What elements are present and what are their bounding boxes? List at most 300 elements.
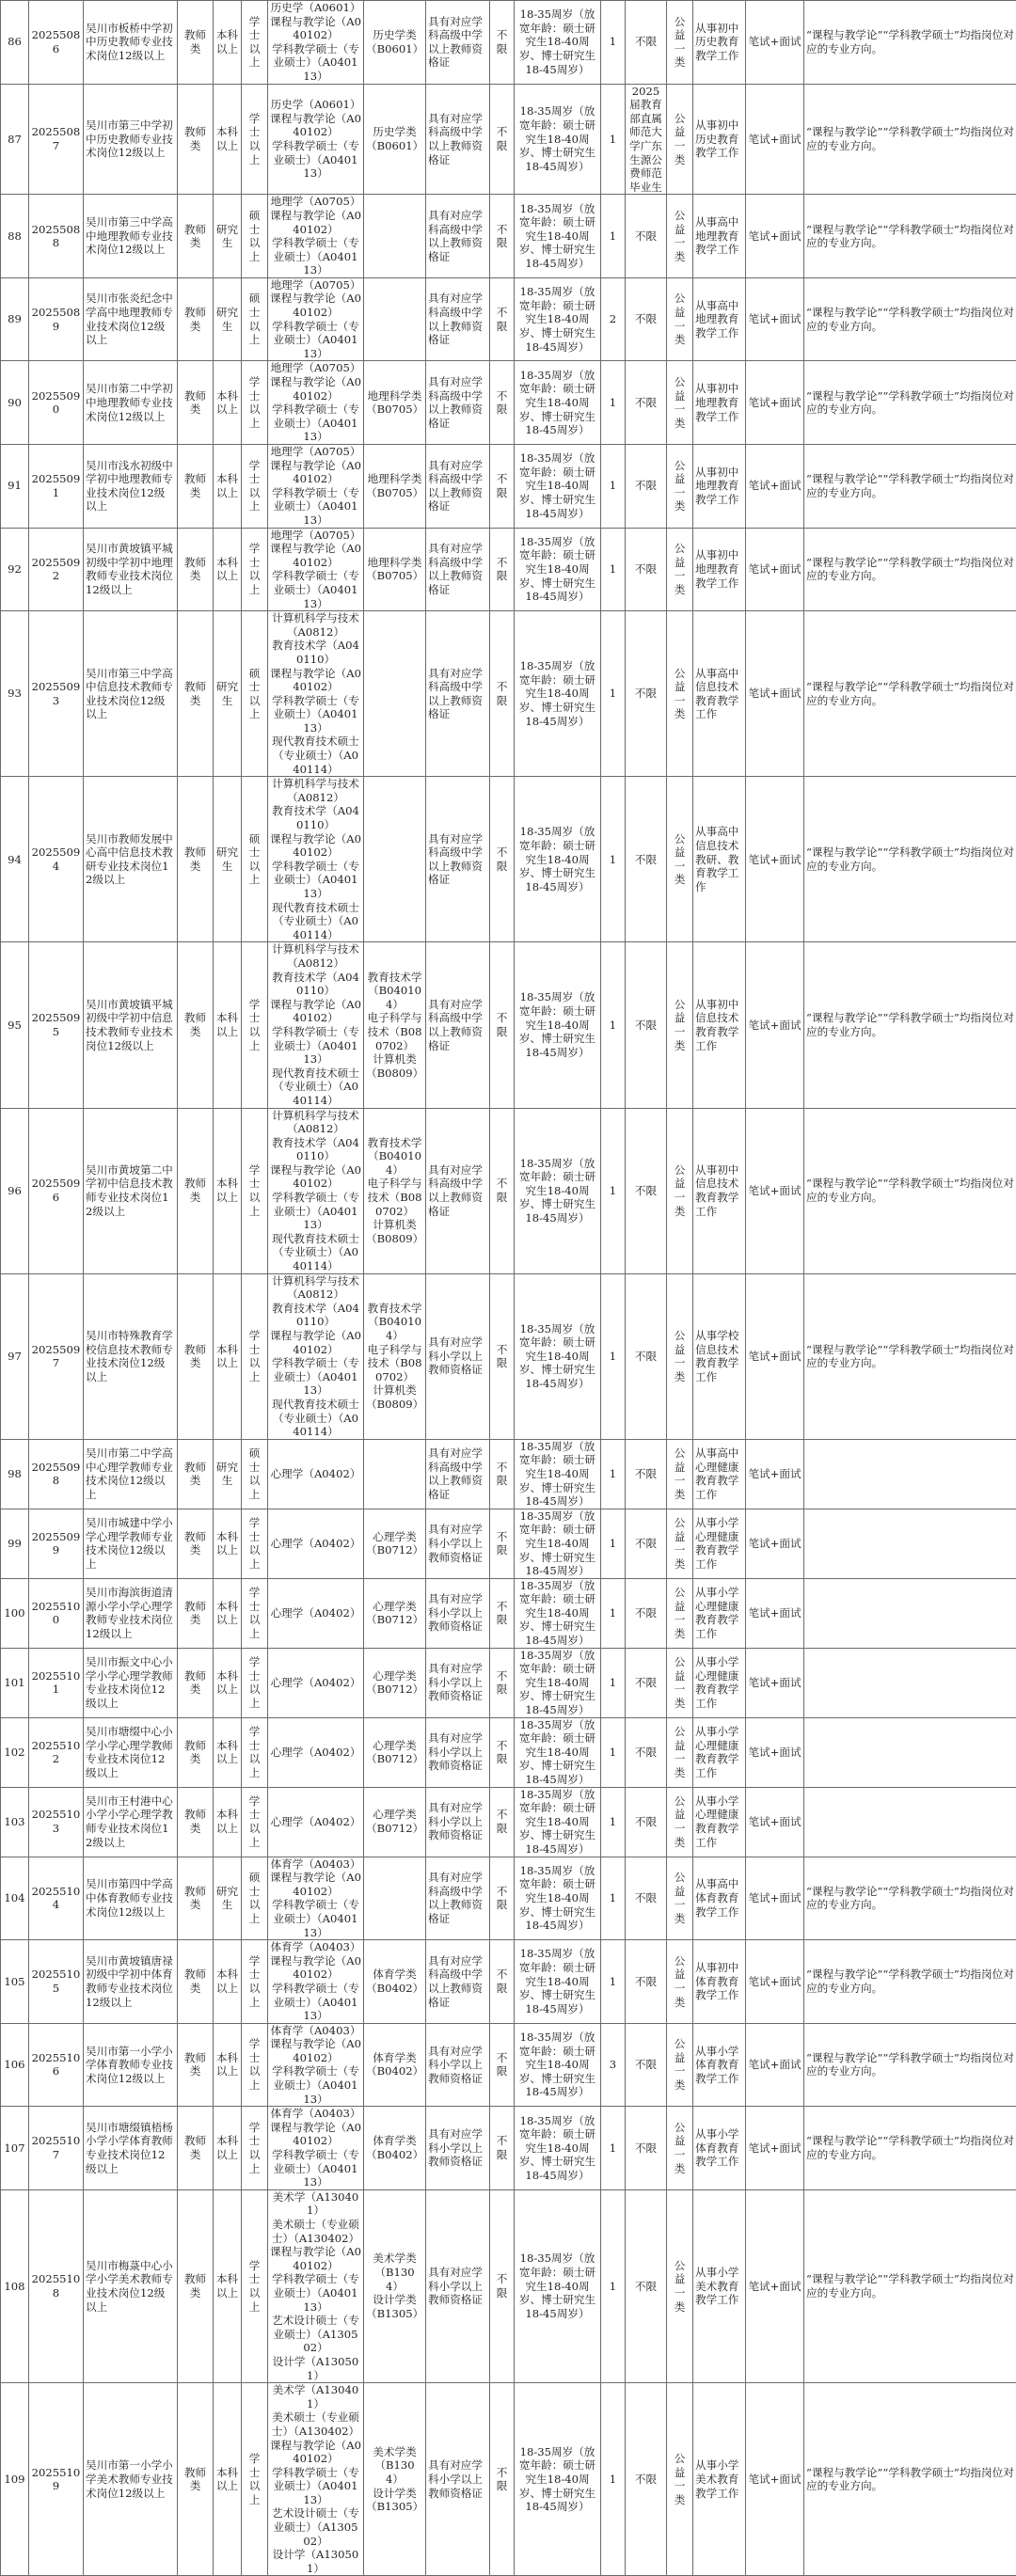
serial-cell: 86 [1,1,29,85]
serial-cell: 95 [1,942,29,1108]
postgrad-major-cell: 体育学（A0403） 课程与教学论（A040102） 学科教学硕士（专业硕士）（A040113） [268,2107,364,2190]
age-requirement-cell: 18-35周岁（放宽年龄：硕士研究生18-40周岁、博士研究生18-45周岁） [515,2383,601,2576]
exam-method-cell: 笔试+面试 [746,528,804,611]
serial-cell: 107 [1,2107,29,2190]
serial-cell: 89 [1,277,29,361]
exam-method-cell: 笔试+面试 [746,1509,804,1578]
undergrad-major-cell: 美术学类（B1304） 设计学类（B1305） [364,2189,426,2382]
undergrad-major-cell: 历史学类（B0601） [364,84,426,195]
source-cell: 不限 [626,195,667,278]
duty-cell: 从事高中信息技术教育教学工作 [693,611,746,777]
post-name-cell: 吴川市浅水初级中学初中地理教师专业技术岗位12级以上 [84,445,178,529]
source-cell: 不限 [626,1578,667,1648]
remark-cell: “课程与教学论”“学科教学硕士”均指岗位对应的专业方向。 [804,361,1016,445]
education-cell: 本科以上 [214,84,242,195]
headcount-cell: 1 [601,1273,626,1439]
duty-cell: 从事初中地理教育教学工作 [693,445,746,529]
political-status-cell: 不限 [490,942,515,1108]
post-code-cell: 20255104 [29,1857,84,1940]
unit-type-cell: 公益一类 [667,361,693,445]
education-cell: 本科以上 [214,1717,242,1787]
unit-type-cell: 公益一类 [667,1439,693,1509]
table-row [1,942,1016,1108]
certificate-cell: 具有对应学科高级中学以上教师资格证 [426,277,490,361]
exam-method-cell: 笔试+面试 [746,2107,804,2190]
category-cell: 教师类 [178,445,214,529]
category-cell: 教师类 [178,1273,214,1439]
certificate-cell: 具有对应学科小学以上教师资格证 [426,1273,490,1439]
post-name-cell: 吴川市黄坡镇平城初级中学初中信息技术教师专业技术岗位12级以上 [84,942,178,1108]
category-cell: 教师类 [178,1509,214,1578]
table-row [1,2023,1016,2107]
undergrad-major-cell: 教育技术学（B040104） 电子科学与技术（B080702） 计算机类（B0809） [364,942,426,1108]
remark-cell: “课程与教学论”“学科教学硕士”均指岗位对应的专业方向。 [804,277,1016,361]
degree-cell: 学士以上 [242,1509,268,1578]
exam-method-cell: 笔试+面试 [746,777,804,942]
post-code-cell: 20255100 [29,1578,84,1648]
remark-cell: “课程与教学论”“学科教学硕士”均指岗位对应的专业方向。 [804,528,1016,611]
degree-cell: 学士以上 [242,1648,268,1717]
degree-cell: 学士以上 [242,1108,268,1273]
postgrad-major-cell: 体育学（A0403） 课程与教学论（A040102） 学科教学硕士（专业硕士）（A040113） [268,1857,364,1940]
undergrad-major-cell: 体育学类（B0402） [364,2107,426,2190]
political-status-cell: 不限 [490,1787,515,1857]
post-code-cell: 20255101 [29,1648,84,1717]
post-code-cell: 20255090 [29,361,84,445]
unit-type-cell: 公益一类 [667,2189,693,2382]
duty-cell: 从事初中历史教育教学工作 [693,84,746,195]
table-row [1,777,1016,942]
duty-cell: 从事小学体育教育教学工作 [693,2107,746,2190]
unit-type-cell: 公益一类 [667,2023,693,2107]
category-cell: 教师类 [178,1648,214,1717]
undergrad-major-cell [364,611,426,777]
category-cell: 教师类 [178,361,214,445]
serial-cell: 98 [1,1439,29,1509]
serial-cell: 105 [1,1940,29,2024]
certificate-cell: 具有对应学科高级中学以上教师资格证 [426,1108,490,1273]
postgrad-major-cell: 计算机科学与技术（A0812） 教育技术学（A040110） 课程与教学论（A040102） 学科教学硕士（专业硕士）（A040113） 现代教育技术硕士（专业硕士）（A040114） [268,777,364,942]
post-name-cell: 吴川市黄坡镇平城初级中学初中地理教师专业技术岗位12级以上 [84,528,178,611]
degree-cell: 学士以上 [242,1787,268,1857]
certificate-cell: 具有对应学科高级中学以上教师资格证 [426,611,490,777]
exam-method-cell: 笔试+面试 [746,1717,804,1787]
table-row [1,195,1016,278]
political-status-cell: 不限 [490,1717,515,1787]
headcount-cell: 1 [601,1108,626,1273]
source-cell: 不限 [626,777,667,942]
undergrad-major-cell: 心理学类（B0712） [364,1509,426,1578]
category-cell: 教师类 [178,942,214,1108]
undergrad-major-cell: 地理科学类（B0705） [364,528,426,611]
postgrad-major-cell: 美术学（A130401） 美术硕士（专业硕士）（A130402） 课程与教学论（A040102） 学科教学硕士（专业硕士）（A040113） 艺术设计硕士（专业硕士）（A130502） 设计学（A130501） [268,2383,364,2576]
education-cell: 本科以上 [214,1,242,85]
post-code-cell: 20255095 [29,942,84,1108]
post-name-cell: 吴川市第三中学高中地理教师专业技术岗位12级以上 [84,195,178,278]
post-code-cell: 20255106 [29,2023,84,2107]
age-requirement-cell: 18-35周岁（放宽年龄：硕士研究生18-40周岁、博士研究生18-45周岁） [515,1787,601,1857]
duty-cell: 从事小学美术教育教学工作 [693,2383,746,2576]
degree-cell: 硕士以上 [242,1439,268,1509]
remark-cell: “课程与教学论”“学科教学硕士”均指岗位对应的专业方向。 [804,84,1016,195]
serial-cell: 88 [1,195,29,278]
education-cell: 本科以上 [214,361,242,445]
age-requirement-cell: 18-35周岁（放宽年龄：硕士研究生18-40周岁、博士研究生18-45周岁） [515,1273,601,1439]
age-requirement-cell: 18-35周岁（放宽年龄：硕士研究生18-40周岁、博士研究生18-45周岁） [515,777,601,942]
remark-cell: “课程与教学论”“学科教学硕士”均指岗位对应的专业方向。 [804,942,1016,1108]
category-cell: 教师类 [178,1940,214,2024]
age-requirement-cell: 18-35周岁（放宽年龄：硕士研究生18-40周岁、博士研究生18-45周岁） [515,195,601,278]
age-requirement-cell: 18-35周岁（放宽年龄：硕士研究生18-40周岁、博士研究生18-45周岁） [515,1578,601,1648]
post-code-cell: 20255094 [29,777,84,942]
political-status-cell: 不限 [490,1940,515,2024]
degree-cell: 学士以上 [242,1940,268,2024]
certificate-cell: 具有对应学科小学以上教师资格证 [426,1787,490,1857]
post-name-cell: 吴川市板桥中学初中历史教师专业技术岗位12级以上 [84,1,178,85]
undergrad-major-cell: 心理学类（B0712） [364,1648,426,1717]
post-code-cell: 20255086 [29,1,84,85]
undergrad-major-cell: 美术学类（B1304） 设计学类（B1305） [364,2383,426,2576]
exam-method-cell: 笔试+面试 [746,277,804,361]
duty-cell: 从事高中信息技术教研、教育教学工作 [693,777,746,942]
exam-method-cell: 笔试+面试 [746,611,804,777]
degree-cell: 学士以上 [242,84,268,195]
postgrad-major-cell: 心理学（A0402） [268,1578,364,1648]
source-cell: 不限 [626,2189,667,2382]
exam-method-cell: 笔试+面试 [746,1,804,85]
serial-cell: 108 [1,2189,29,2382]
serial-cell: 94 [1,777,29,942]
certificate-cell: 具有对应学科小学以上教师资格证 [426,2107,490,2190]
undergrad-major-cell [364,1439,426,1509]
unit-type-cell: 公益一类 [667,1,693,85]
degree-cell: 硕士以上 [242,1857,268,1940]
headcount-cell: 1 [601,942,626,1108]
post-name-cell: 吴川市梅菉中心小学小学美术教师专业技术岗位12级以上 [84,2189,178,2382]
age-requirement-cell: 18-35周岁（放宽年龄：硕士研究生18-40周岁、博士研究生18-45周岁） [515,2189,601,2382]
political-status-cell: 不限 [490,84,515,195]
duty-cell: 从事小学美术教育教学工作 [693,2189,746,2382]
post-name-cell: 吴川市第二中学高中心理学教师专业技术岗位12级以上 [84,1439,178,1509]
remark-cell: “课程与教学论”“学科教学硕士”均指岗位对应的专业方向。 [804,1108,1016,1273]
education-cell: 本科以上 [214,2383,242,2576]
table-row [1,1108,1016,1273]
degree-cell: 硕士以上 [242,777,268,942]
exam-method-cell: 笔试+面试 [746,445,804,529]
political-status-cell: 不限 [490,2383,515,2576]
category-cell: 教师类 [178,2189,214,2382]
remark-cell: “课程与教学论”“学科教学硕士”均指岗位对应的专业方向。 [804,2383,1016,2576]
duty-cell: 从事初中历史教育教学工作 [693,1,746,85]
post-name-cell: 吴川市海滨街道清源小学小学心理学教师专业技术岗位12级以上 [84,1578,178,1648]
age-requirement-cell: 18-35周岁（放宽年龄：硕士研究生18-40周岁、博士研究生18-45周岁） [515,1648,601,1717]
duty-cell: 从事小学体育教育教学工作 [693,2023,746,2107]
certificate-cell: 具有对应学科高级中学以上教师资格证 [426,195,490,278]
remark-cell [804,1648,1016,1717]
exam-method-cell: 笔试+面试 [746,195,804,278]
post-name-cell: 吴川市振文中心小学小学心理学教师专业技术岗位12级以上 [84,1648,178,1717]
postgrad-major-cell: 心理学（A0402） [268,1717,364,1787]
undergrad-major-cell: 历史学类（B0601） [364,1,426,85]
category-cell: 教师类 [178,1717,214,1787]
political-status-cell: 不限 [490,1,515,85]
serial-cell: 99 [1,1509,29,1578]
age-requirement-cell: 18-35周岁（放宽年龄：硕士研究生18-40周岁、博士研究生18-45周岁） [515,942,601,1108]
postgrad-major-cell: 地理学（A0705） 课程与教学论（A040102） 学科教学硕士（专业硕士）（A040113） [268,528,364,611]
undergrad-major-cell [364,1857,426,1940]
degree-cell: 学士以上 [242,2189,268,2382]
duty-cell: 从事初中体育教育教学工作 [693,1940,746,2024]
duty-cell: 从事初中地理教育教学工作 [693,361,746,445]
post-code-cell: 20255091 [29,445,84,529]
unit-type-cell: 公益一类 [667,84,693,195]
age-requirement-cell: 18-35周岁（放宽年龄：硕士研究生18-40周岁、博士研究生18-45周岁） [515,1,601,85]
degree-cell: 学士以上 [242,445,268,529]
category-cell: 教师类 [178,1857,214,1940]
remark-cell: “课程与教学论”“学科教学硕士”均指岗位对应的专业方向。 [804,777,1016,942]
post-name-cell: 吴川市第一小学小学体育教师专业技术岗位12级以上 [84,2023,178,2107]
source-cell: 不限 [626,528,667,611]
degree-cell: 学士以上 [242,2023,268,2107]
duty-cell: 从事学校信息技术教育教学工作 [693,1273,746,1439]
source-cell: 不限 [626,1,667,85]
age-requirement-cell: 18-35周岁（放宽年龄：硕士研究生18-40周岁、博士研究生18-45周岁） [515,1509,601,1578]
post-code-cell: 20255096 [29,1108,84,1273]
headcount-cell: 2 [601,277,626,361]
age-requirement-cell: 18-35周岁（放宽年龄：硕士研究生18-40周岁、博士研究生18-45周岁） [515,1717,601,1787]
education-cell: 本科以上 [214,1787,242,1857]
education-cell: 本科以上 [214,1108,242,1273]
category-cell: 教师类 [178,777,214,942]
education-cell: 研究生 [214,611,242,777]
certificate-cell: 具有对应学科小学以上教师资格证 [426,1717,490,1787]
political-status-cell: 不限 [490,1509,515,1578]
post-code-cell: 20255093 [29,611,84,777]
duty-cell: 从事高中体育教育教学工作 [693,1857,746,1940]
education-cell: 本科以上 [214,1578,242,1648]
postgrad-major-cell: 计算机科学与技术（A0812） 教育技术学（A040110） 课程与教学论（A040102） 学科教学硕士（专业硕士）（A040113） 现代教育技术硕士（专业硕士）（A040114） [268,1108,364,1273]
remark-cell: “课程与教学论”“学科教学硕士”均指岗位对应的专业方向。 [804,445,1016,529]
table-row [1,1857,1016,1940]
exam-method-cell: 笔试+面试 [746,2189,804,2382]
degree-cell: 硕士以上 [242,277,268,361]
degree-cell: 学士以上 [242,2107,268,2190]
post-code-cell: 20255107 [29,2107,84,2190]
degree-cell: 学士以上 [242,1273,268,1439]
post-name-cell: 吴川市第二中学初中地理教师专业技术岗位12级以上 [84,361,178,445]
serial-cell: 91 [1,445,29,529]
unit-type-cell: 公益一类 [667,1509,693,1578]
post-code-cell: 20255097 [29,1273,84,1439]
age-requirement-cell: 18-35周岁（放宽年龄：硕士研究生18-40周岁、博士研究生18-45周岁） [515,361,601,445]
headcount-cell: 1 [601,2189,626,2382]
post-code-cell: 20255105 [29,1940,84,2024]
headcount-cell: 1 [601,1940,626,2024]
education-cell: 研究生 [214,1439,242,1509]
postgrad-major-cell: 体育学（A0403） 课程与教学论（A040102） 学科教学硕士（专业硕士）（A040113） [268,1940,364,2024]
duty-cell: 从事小学心理健康教育教学工作 [693,1787,746,1857]
unit-type-cell: 公益一类 [667,1717,693,1787]
source-cell: 不限 [626,1648,667,1717]
undergrad-major-cell: 体育学类（B0402） [364,2023,426,2107]
source-cell: 不限 [626,1857,667,1940]
political-status-cell: 不限 [490,777,515,942]
serial-cell: 109 [1,2383,29,2576]
undergrad-major-cell: 心理学类（B0712） [364,1787,426,1857]
serial-cell: 97 [1,1273,29,1439]
headcount-cell: 1 [601,1648,626,1717]
undergrad-major-cell: 地理科学类（B0705） [364,361,426,445]
category-cell: 教师类 [178,277,214,361]
table-row [1,1578,1016,1648]
certificate-cell: 具有对应学科高级中学以上教师资格证 [426,1857,490,1940]
postgrad-major-cell: 历史学（A0601） 课程与教学论（A040102） 学科教学硕士（专业硕士）（A040113） [268,84,364,195]
postgrad-major-cell: 心理学（A0402） [268,1509,364,1578]
unit-type-cell: 公益一类 [667,2383,693,2576]
source-cell: 不限 [626,1509,667,1578]
remark-cell [804,1578,1016,1648]
undergrad-major-cell: 心理学类（B0712） [364,1578,426,1648]
political-status-cell: 不限 [490,1648,515,1717]
duty-cell: 从事高中心理健康教育教学工作 [693,1439,746,1509]
category-cell: 教师类 [178,2023,214,2107]
degree-cell: 硕士以上 [242,611,268,777]
table-row [1,611,1016,777]
postgrad-major-cell: 心理学（A0402） [268,1787,364,1857]
political-status-cell: 不限 [490,611,515,777]
remark-cell: “课程与教学论”“学科教学硕士”均指岗位对应的专业方向。 [804,195,1016,278]
political-status-cell: 不限 [490,1108,515,1273]
serial-cell: 102 [1,1717,29,1787]
post-code-cell: 20255088 [29,195,84,278]
education-cell: 研究生 [214,195,242,278]
unit-type-cell: 公益一类 [667,277,693,361]
headcount-cell: 1 [601,445,626,529]
duty-cell: 从事初中信息技术教育教学工作 [693,942,746,1108]
postgrad-major-cell: 心理学（A0402） [268,1439,364,1509]
education-cell: 本科以上 [214,445,242,529]
category-cell: 教师类 [178,1439,214,1509]
degree-cell: 学士以上 [242,2383,268,2576]
category-cell: 教师类 [178,528,214,611]
duty-cell: 从事小学心理健康教育教学工作 [693,1717,746,1787]
duty-cell: 从事小学心理健康教育教学工作 [693,1509,746,1578]
education-cell: 研究生 [214,777,242,942]
education-cell: 本科以上 [214,2189,242,2382]
remark-cell: “课程与教学论”“学科教学硕士”均指岗位对应的专业方向。 [804,1273,1016,1439]
headcount-cell: 1 [601,611,626,777]
headcount-cell: 1 [601,2383,626,2576]
category-cell: 教师类 [178,2107,214,2190]
post-code-cell: 20255102 [29,1717,84,1787]
political-status-cell: 不限 [490,1273,515,1439]
unit-type-cell: 公益一类 [667,1857,693,1940]
source-cell: 不限 [626,1439,667,1509]
political-status-cell: 不限 [490,2107,515,2190]
unit-type-cell: 公益一类 [667,777,693,942]
age-requirement-cell: 18-35周岁（放宽年龄：硕士研究生18-40周岁、博士研究生18-45周岁） [515,445,601,529]
category-cell: 教师类 [178,1787,214,1857]
age-requirement-cell: 18-35周岁（放宽年龄：硕士研究生18-40周岁、博士研究生18-45周岁） [515,1940,601,2024]
post-name-cell: 吴川市特殊教育学校信息技术教师专业技术岗位12级以上 [84,1273,178,1439]
duty-cell: 从事高中地理教育教学工作 [693,195,746,278]
postgrad-major-cell: 地理学（A0705） 课程与教学论（A040102） 学科教学硕士（专业硕士）（A040113） [268,195,364,278]
education-cell: 本科以上 [214,942,242,1108]
source-cell: 不限 [626,2023,667,2107]
certificate-cell: 具有对应学科高级中学以上教师资格证 [426,1940,490,2024]
exam-method-cell: 笔试+面试 [746,1578,804,1648]
headcount-cell: 1 [601,361,626,445]
category-cell: 教师类 [178,1,214,85]
table-row [1,1717,1016,1787]
exam-method-cell: 笔试+面试 [746,1108,804,1273]
source-cell: 不限 [626,277,667,361]
source-cell: 不限 [626,1717,667,1787]
table-row [1,1439,1016,1509]
post-name-cell: 吴川市第一小学小学美术教师专业技术岗位12级以上 [84,2383,178,2576]
post-name-cell: 吴川市塘缀中心小学小学心理学教师专业技术岗位12级以上 [84,1717,178,1787]
post-code-cell: 20255103 [29,1787,84,1857]
age-requirement-cell: 18-35周岁（放宽年龄：硕士研究生18-40周岁、博士研究生18-45周岁） [515,84,601,195]
certificate-cell: 具有对应学科高级中学以上教师资格证 [426,942,490,1108]
table-row [1,2383,1016,2576]
education-cell: 本科以上 [214,2023,242,2107]
headcount-cell: 1 [601,528,626,611]
postgrad-major-cell: 历史学（A0601） 课程与教学论（A040102） 学科教学硕士（专业硕士）（A040113） [268,1,364,85]
age-requirement-cell: 18-35周岁（放宽年龄：硕士研究生18-40周岁、博士研究生18-45周岁） [515,2023,601,2107]
postgrad-major-cell: 地理学（A0705） 课程与教学论（A040102） 学科教学硕士（专业硕士）（A040113） [268,277,364,361]
certificate-cell: 具有对应学科高级中学以上教师资格证 [426,445,490,529]
undergrad-major-cell [364,195,426,278]
table-row [1,1648,1016,1717]
political-status-cell: 不限 [490,2023,515,2107]
certificate-cell: 具有对应学科小学以上教师资格证 [426,2383,490,2576]
headcount-cell: 1 [601,195,626,278]
education-cell: 本科以上 [214,1940,242,2024]
remark-cell: “课程与教学论”“学科教学硕士”均指岗位对应的专业方向。 [804,2107,1016,2190]
serial-cell: 96 [1,1108,29,1273]
headcount-cell: 1 [601,1,626,85]
age-requirement-cell: 18-35周岁（放宽年龄：硕士研究生18-40周岁、博士研究生18-45周岁） [515,277,601,361]
exam-method-cell: 笔试+面试 [746,361,804,445]
degree-cell: 学士以上 [242,1578,268,1648]
unit-type-cell: 公益一类 [667,1273,693,1439]
serial-cell: 103 [1,1787,29,1857]
headcount-cell: 1 [601,777,626,942]
post-name-cell: 吴川市教师发展中心高中信息技术教研专业技术岗位12级以上 [84,777,178,942]
political-status-cell: 不限 [490,1578,515,1648]
post-code-cell: 20255092 [29,528,84,611]
remark-cell [804,1717,1016,1787]
post-name-cell: 吴川市黄坡第二中学初中信息技术教师专业技术岗位12级以上 [84,1108,178,1273]
certificate-cell: 具有对应学科小学以上教师资格证 [426,2189,490,2382]
post-code-cell: 20255099 [29,1509,84,1578]
degree-cell: 学士以上 [242,361,268,445]
exam-method-cell: 笔试+面试 [746,1273,804,1439]
exam-method-cell: 笔试+面试 [746,1648,804,1717]
political-status-cell: 不限 [490,2189,515,2382]
age-requirement-cell: 18-35周岁（放宽年龄：硕士研究生18-40周岁、博士研究生18-45周岁） [515,528,601,611]
exam-method-cell: 笔试+面试 [746,1439,804,1509]
undergrad-major-cell: 教育技术学（B040104） 电子科学与技术（B080702） 计算机类（B0809） [364,1273,426,1439]
remark-cell: “课程与教学论”“学科教学硕士”均指岗位对应的专业方向。 [804,1,1016,85]
age-requirement-cell: 18-35周岁（放宽年龄：硕士研究生18-40周岁、博士研究生18-45周岁） [515,611,601,777]
education-cell: 本科以上 [214,1509,242,1578]
degree-cell: 学士以上 [242,1,268,85]
unit-type-cell: 公益一类 [667,1578,693,1648]
exam-method-cell: 笔试+面试 [746,1857,804,1940]
table-row [1,1940,1016,2024]
